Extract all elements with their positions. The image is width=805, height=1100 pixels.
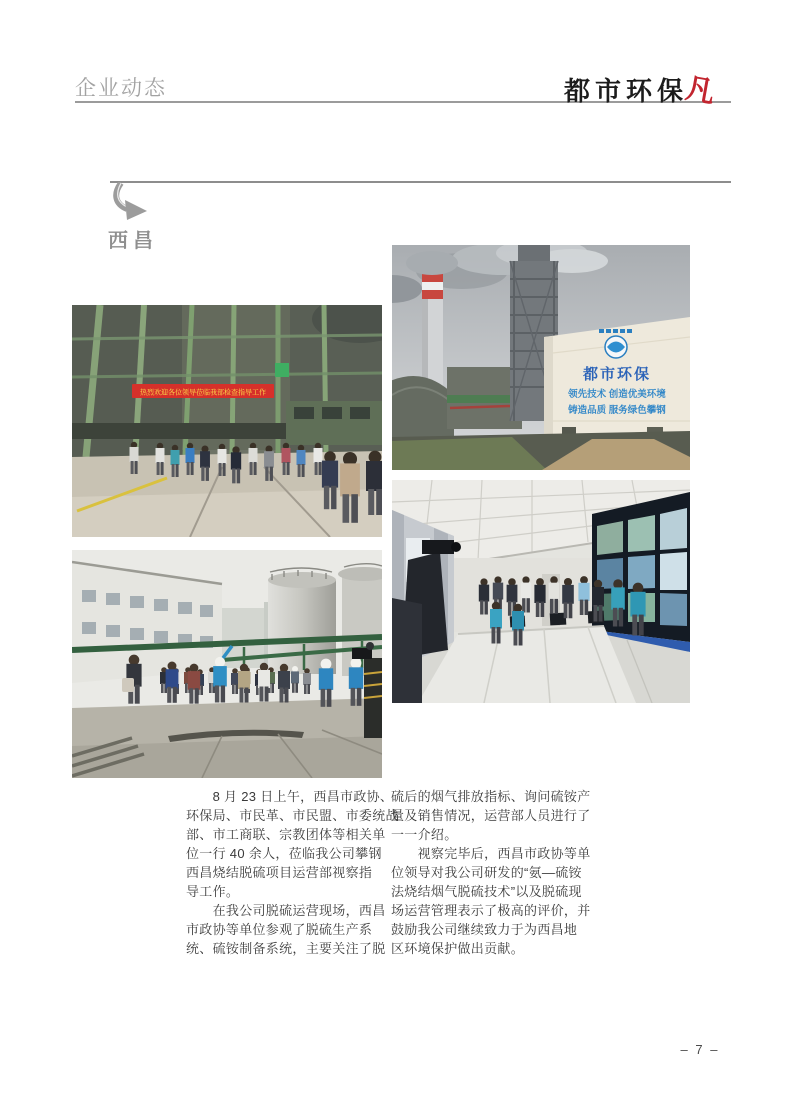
photo-control-scene bbox=[392, 480, 690, 703]
text-line: 视察完毕后，西昌市政协等单 bbox=[391, 846, 591, 861]
text-line: 场运营管理表示了极高的评价，并 bbox=[391, 903, 591, 918]
photo-plant-scene bbox=[392, 245, 690, 470]
page-title: 企业动态 bbox=[75, 77, 167, 100]
brand-logo bbox=[505, 68, 718, 110]
welcome-banner-text: 热烈欢迎各位领导莅临我部检查指导工作 bbox=[140, 389, 266, 397]
photo-site-crowd bbox=[72, 550, 382, 778]
text-line: 硫后的烟气排放指标、询问硫铵产 bbox=[391, 789, 591, 804]
photo-factory-scene bbox=[72, 305, 382, 537]
section-location-title: 西昌 bbox=[108, 230, 158, 252]
photo-control-room bbox=[392, 480, 690, 703]
text-line: 量及销售情况，运营部人员进行了 bbox=[391, 808, 591, 823]
building-slogan-2: 铸造品质 服务绿色攀钢 bbox=[568, 405, 666, 416]
brand-name: 都市环保 bbox=[563, 76, 688, 106]
text-line: 统、硫铵制备系统，主要关注了脱 bbox=[186, 941, 386, 956]
text-line: 鼓励我公司继续致力于为西昌地 bbox=[391, 922, 578, 937]
section-divider bbox=[110, 181, 731, 183]
text-line: 部、市工商联、宗教团体等相关单 bbox=[186, 827, 386, 842]
photo-power-plant bbox=[392, 245, 690, 470]
text-line: 一一介绍。 bbox=[391, 827, 458, 842]
building-brand-text: 都市环保 bbox=[582, 366, 652, 383]
building-slogan-1: 领先技术 创造优美环境 bbox=[568, 389, 666, 400]
text-line: 8 月 23 日上午，西昌市政协、 bbox=[186, 789, 394, 804]
text-line: 位一行 40 余人，莅临我公司攀钢 bbox=[186, 846, 382, 861]
brand-mark-icon: 凡 bbox=[682, 72, 718, 110]
curved-arrow-icon bbox=[107, 182, 157, 224]
photo-crowd-scene bbox=[72, 550, 382, 778]
page-number: – 7 – bbox=[680, 1042, 720, 1057]
text-line: 市政协等单位参观了脱硫生产系 bbox=[186, 922, 373, 937]
text-line: 环保局、市民革、市民盟、市委统战 bbox=[186, 808, 399, 823]
text-line: 在我公司脱硫运营现场，西昌 bbox=[186, 903, 386, 918]
text-line: 西昌烧结脱硫项目运营部视察指 bbox=[186, 865, 373, 880]
text-line: 法烧结烟气脱硫技术”以及脱硫现 bbox=[391, 884, 582, 899]
text-line: 导工作。 bbox=[186, 884, 240, 899]
text-line: 区环境保护做出贡献。 bbox=[391, 941, 525, 956]
text-line: 位领导对我公司研发的“氨—硫铵 bbox=[391, 865, 582, 880]
article-column-left bbox=[186, 787, 399, 958]
photo-factory-visit bbox=[72, 305, 382, 537]
article-column-right bbox=[391, 787, 589, 958]
